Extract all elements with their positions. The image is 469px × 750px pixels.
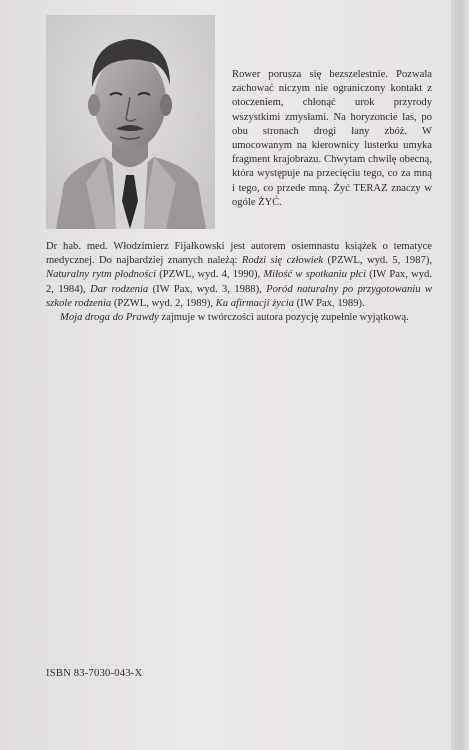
book-title: Dar rodzenia — [90, 283, 149, 295]
featured-book-note: zajmuje w twórczości autora pozycję zupełnie wyjątkową. — [158, 312, 409, 324]
author-quote — [232, 68, 432, 210]
book-title: Miłość w spotkaniu płci — [263, 269, 367, 281]
book-title: Ku afirmacji życia — [215, 297, 294, 309]
author-bio — [46, 240, 432, 325]
book-publication: (PZWL, wyd. 5, 1987), — [323, 255, 432, 267]
book-title: Poród naturalny po przygotowaniu w szkole rodzenia — [46, 283, 432, 309]
bio-paragraph-2 — [46, 311, 432, 325]
book-publication: (PZWL, wyd. 2, 1989), — [111, 297, 216, 309]
book-publication: (IW Pax, 1989). — [293, 297, 365, 309]
author-portrait-icon — [46, 15, 215, 229]
featured-book-title: Moja droga do Prawdy — [60, 312, 159, 324]
book-title: Rodzi się człowiek — [241, 255, 324, 267]
quote-text: Rower porusza się bezszelestnie. Pozwala zachować niczym nie ograniczony kontakt z otoczeniem, chłonąć urok przyrody wszystkimi zmysłami. Na horyzoncie las, po obu stronach drogi łany zbóż. W umocowanym na kierownicy lusterku umyka fragment krajobrazu. Chwytam chwilę obecną, która występuje na przecięciu tego, co za mną i tego, co przede mną. Żyć TERAZ znaczy w ogóle ŻYĆ. — [232, 69, 432, 208]
bio-paragraph-1 — [46, 240, 432, 311]
book-title: Naturalny rytm płodności — [46, 269, 157, 281]
author-portrait — [46, 15, 215, 229]
spine-edge — [451, 0, 469, 750]
book-publication: (IW Pax, wyd. 2, 1984), — [46, 269, 432, 295]
isbn-number: ISBN 83-7030-043-X — [46, 668, 143, 679]
bio-intro: Dr hab. med. Włodzimierz Fijałkowski jest autorem osiemnastu książek o tematyce medycznej. Do najbardziej znanych należą: — [46, 241, 432, 267]
book-publication: (IW Pax, wyd. 3, 1988), — [148, 283, 267, 295]
book-publication: (PZWL, wyd. 4, 1990), — [156, 269, 264, 281]
